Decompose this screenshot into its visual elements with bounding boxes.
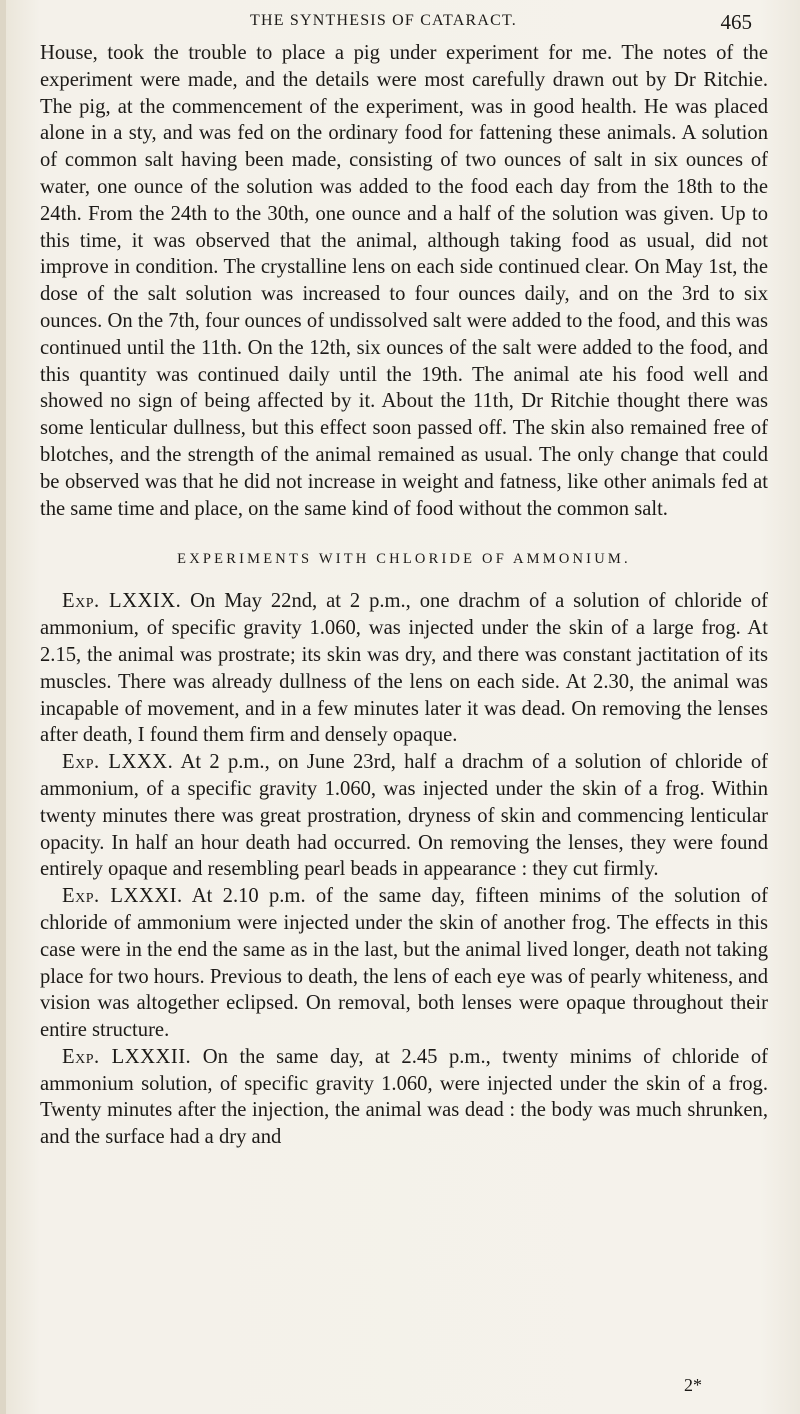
experiment-text: At 2 p.m., on June 23rd, half a drachm of a solution of chloride of ammonium, of a specific gravity 1.060, was injected under the skin of a frog. Within twenty minutes there was great prostration, dryness of skin and commencing lenticular opacity. In half an hour death had occurred. On removing the lenses, they were found entirely opaque and resembling pearl beads in appearance : they cut firmly. [40,751,768,881]
experiment-label: Exp. LXXIX. [62,590,182,613]
experiment-label: Exp. LXXXII. [62,1045,192,1068]
experiment-paragraph [40,883,768,1044]
experiment-label: Exp. LXXX. [62,751,174,774]
page-number: 465 [720,10,752,34]
section-heading: EXPERIMENTS WITH CHLORIDE OF AMMONIUM. [177,551,631,568]
signature-mark: 2* [684,1375,702,1395]
experiment-text: On May 22nd, at 2 p.m., one drachm of a solution of chloride of ammonium, of specific gravity 1.060, was injected under the skin of a large frog. At 2.15, the animal was prostrate; its skin was dry, and there was constant jactitation of its muscles. There was already dullness of the lens on each side. At 2.30, the animal was incapable of movement, and in a few minutes later it was dead. On removing the lenses after death, I found them firm and densely opaque. [40,590,768,747]
experiment-text: At 2.10 p.m. of the same day, fifteen minims of the solution of chloride of ammonium were injected under the skin of another frog. The effects in this case were in the end the same as in the last, but the animal lived longer, death not taking place for two hours. Previous to death, the lens of each eye was of pearly whiteness, and vision was altogether eclipsed. On removal, both lenses were opaque throughout their entire structure. [40,885,769,1042]
page-spine-shadow [0,0,6,1414]
experiment-label: Exp. LXXXI. [62,885,183,908]
body-text [40,40,768,1151]
experiment-text: On the same day, at 2.45 p.m., twenty minims of chloride of ammonium solution, of specific gravity 1.060, were injected under the skin of a frog. Twenty minutes after the injection, the animal was dead : the body was much shrunken, and the surface had a dry and [40,1045,768,1149]
experiment-paragraph [40,749,768,883]
intro-paragraph: House, took the trouble to place a pig under experiment for me. The notes of the experiment were made, and the details were most carefully drawn out by Dr Ritchie. The pig, at the commencement of the experiment, was in good health. He was placed alone in a sty, and was fed on the ordinary food for fattening these animals. A solution of common salt having been made, consisting of two ounces of salt in six ounces of water, one ounce of the solution was added to the food each day from the 18th to the 24th. From the 24th to the 30th, one ounce and a half of the solution was given. Up to this time, it was observed that the animal, although taking food as usual, did not improve in condition. The crystalline lens on each side continued clear. On May 1st, the dose of the salt solution was increased to four ounces daily, and on the 3rd to six ounces. On the 7th, four ounces of undissolved salt were added to the food, and this was continued until the 11th. On the 12th, six ounces of the salt were added to the food, and this quantity was continued daily until the 19th. The animal ate his food well and showed no sign of being affected by it. About the 11th, Dr Ritchie thought there was some lenticular dullness, but this effect soon passed off. The skin also remained free of blotches, and the strength of the animal remained as usual. The only change that could be observed was that he did not increase in weight and fatness, like other animals fed at the same time and place, on the same kind of food without the common salt. [40,42,768,520]
experiment-paragraph [40,588,768,749]
page-header [250,12,780,36]
running-title: THE SYNTHESIS OF CATARACT. [250,12,517,29]
experiment-paragraph [40,1044,768,1151]
